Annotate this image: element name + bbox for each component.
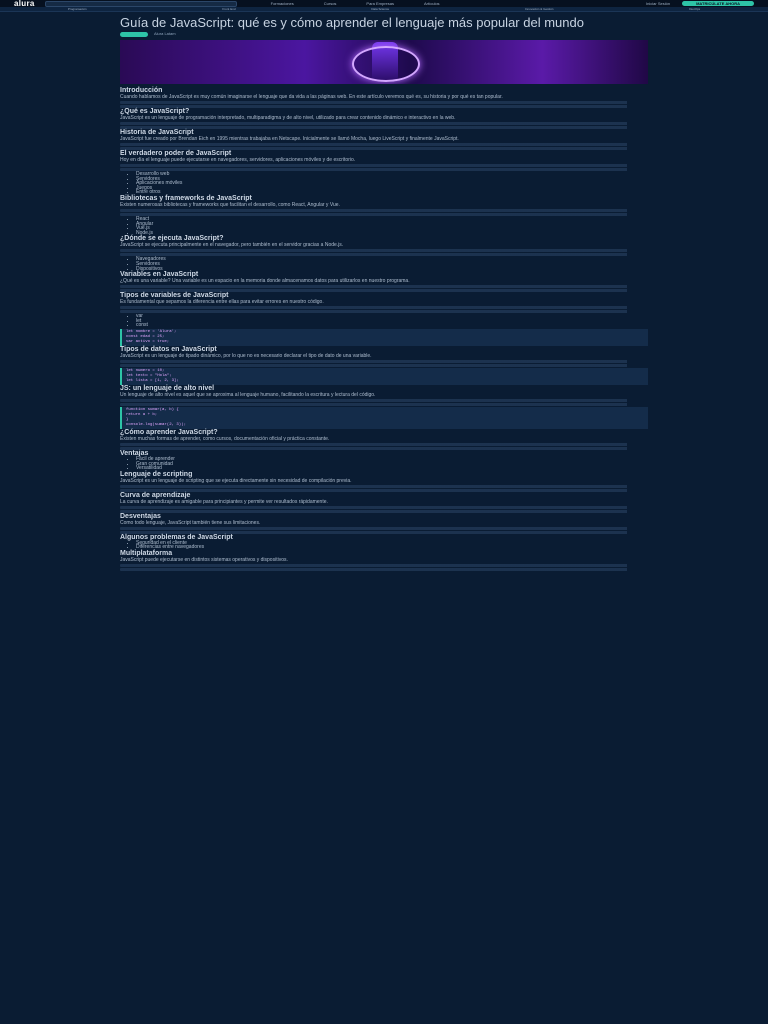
section-heading: Bibliotecas y frameworks de JavaScript: [120, 194, 252, 202]
code-block: [120, 329, 648, 346]
paragraph: Existen numerosas bibliotecas y frameworks que facilitan el desarrollo, como React, Angular y Vue.: [120, 201, 340, 208]
paragraph: Cuando hablamos de JavaScript es muy común imaginarse el lenguaje que da vida a las páginas web. En este artículo veremos qué es, su historia y por qué es tan popular.: [120, 94, 503, 100]
text-line: [120, 564, 648, 567]
nav-links: [271, 1, 440, 7]
text-line: [120, 168, 648, 171]
paragraph: JavaScript puede ejecutarse en distintos sistemas operativos y dispositivos.: [120, 556, 288, 563]
list-item: • Servidores: [136, 177, 648, 182]
category-programacion[interactable]: Programación: [67, 7, 87, 11]
text-line: [120, 209, 648, 212]
code-block: [120, 368, 648, 385]
list-item: • Gran comunidad: [136, 462, 648, 467]
category-devops[interactable]: DevOps: [689, 7, 701, 11]
article: [120, 12, 648, 571]
text-line: [120, 403, 648, 406]
list-item: • React: [136, 217, 648, 222]
text-line: [120, 164, 648, 167]
login-link[interactable]: Iniciar Sesión: [646, 0, 671, 6]
list-item: • Angular: [136, 222, 648, 227]
section-heading: Curva de aprendizaje: [120, 491, 191, 499]
section-heading: Variables en JavaScript: [120, 271, 199, 279]
paragraph: Existen muchas formas de aprender, como cursos, documentación oficial y práctica constante.: [120, 435, 330, 442]
paragraph: Hoy en día el lenguaje puede ejecutarse en navegadores, servidores, aplicaciones móviles y de escritorio.: [120, 157, 356, 163]
code-line: return a + b;: [126, 412, 158, 417]
bullet-list: [120, 172, 648, 195]
list-item: • Juegos: [136, 186, 648, 191]
category-innovacion[interactable]: Innovación & Gestión: [524, 7, 554, 11]
text-line: [120, 289, 648, 292]
code-line: const edad = 25;: [126, 334, 165, 339]
list-item: • Fácil de aprender: [136, 457, 648, 462]
code-line: console.log(sumar(2, 3));: [126, 422, 187, 427]
text-line: [120, 531, 648, 534]
section-heading: JS: un lenguaje de alto nivel: [120, 384, 215, 392]
list-item: • Servidores: [136, 262, 648, 267]
hero-ring: [352, 46, 420, 82]
section-heading: El verdadero poder de JavaScript: [120, 150, 232, 157]
section-heading: Tipos de datos en JavaScript: [120, 345, 217, 353]
paragraph: ¿Qué es una variable? Una variable es un espacio en la memoria donde almacenamos datos para utilizarlos en nuestro programa.: [120, 278, 410, 285]
nav-link-articulos[interactable]: Artículos: [424, 0, 440, 6]
article-title: Guía de JavaScript: qué es y cómo aprender el lenguaje más popular del mundo: [120, 15, 584, 30]
code-line: let texto = "Hola";: [126, 373, 172, 378]
text-line: [120, 506, 648, 509]
list-item: • Desarrollo web: [136, 172, 648, 177]
text-line: [120, 364, 648, 367]
bullet-list: [120, 541, 648, 550]
list-item: • Diferencias entre navegadores: [136, 545, 648, 550]
section-heading: ¿Dónde se ejecuta JavaScript?: [120, 235, 224, 243]
section-heading: ¿Qué es JavaScript?: [120, 108, 190, 115]
text-line: [120, 101, 648, 104]
section-heading: ¿Cómo aprender JavaScript?: [120, 428, 218, 436]
paragraph: JavaScript es un lenguaje de programación interpretado, multiparadigma y de alto nivel, utilizado para crear contenido dinámico e interactivo en la web.: [120, 115, 456, 121]
text-line: [120, 447, 648, 450]
code-line: function sumar(a, b) {: [126, 407, 179, 412]
paragraph: JavaScript es un lenguaje de tipado dinámico, por lo que no es necesario declarar el tipo de dato de una variable.: [120, 352, 372, 359]
enroll-button[interactable]: MATRICÚLATE AHORA: [682, 1, 754, 6]
paragraph: Es fundamental que sepamos la diferencia entre ellas para evitar errores en nuestro código.: [120, 299, 324, 306]
text-line: [120, 147, 648, 150]
section-heading: Tipos de variables de JavaScript: [120, 292, 229, 300]
section-heading: Desventajas: [120, 512, 161, 520]
text-line: [120, 399, 648, 402]
code-line: let lista = [1, 2, 3];: [126, 378, 179, 383]
text-line: [120, 122, 648, 125]
text-line: [120, 249, 648, 252]
section-heading: Ventajas: [120, 449, 149, 457]
author-name[interactable]: Alura Latam: [154, 31, 176, 36]
code-line: var activo = true;: [126, 339, 170, 344]
paragraph: Un lenguaje de alto nivel es aquel que se aproxima al lenguaje humano, facilitando la escritura y lectura del código.: [120, 391, 376, 398]
list-item: • Navegadores: [136, 257, 648, 262]
text-line: [120, 443, 648, 446]
text-line: [120, 485, 648, 488]
list-item: • Seguridad en el cliente: [136, 541, 648, 546]
paragraph: JavaScript fue creado por Brendan Eich en 1995 mientras trabajaba en Netscape. Inicialmente se llamó Mocha, luego LiveScript y finalmente JavaScript.: [120, 136, 459, 142]
paragraph: Como todo lenguaje, JavaScript también tiene sus limitaciones.: [120, 519, 261, 526]
article-content: [120, 84, 648, 571]
hero-image: [120, 40, 648, 84]
text-line: [120, 285, 648, 288]
category-navigation: [0, 7, 768, 12]
code-line: let numero = 10;: [126, 368, 165, 373]
list-item: • const: [136, 323, 648, 328]
text-line: [120, 489, 648, 492]
text-line: [120, 360, 648, 363]
list-item: • Aplicaciones móviles: [136, 181, 648, 186]
list-item: • Entre otros: [136, 190, 648, 195]
author-avatar: [120, 32, 148, 37]
category-front-end[interactable]: Front End: [222, 7, 236, 11]
list-item: • Versatilidad: [136, 466, 648, 471]
list-item: • Node.js: [136, 231, 648, 236]
bullet-list: [120, 314, 648, 328]
bullet-list: [120, 457, 648, 471]
text-line: [120, 126, 648, 129]
code-line: let nombre = 'Alura';: [126, 329, 177, 334]
section-heading: Introducción: [120, 87, 163, 94]
list-item: • Vue.js: [136, 226, 648, 231]
nav-link-empresas[interactable]: Para Empresas: [366, 0, 394, 6]
section-heading: Algunos problemas de JavaScript: [120, 533, 233, 541]
paragraph: JavaScript es un lenguaje de scripting que se ejecuta directamente sin necesidad de compilación previa.: [120, 477, 352, 484]
text-line: [120, 143, 648, 146]
text-line: [120, 105, 648, 108]
text-line: [120, 510, 648, 513]
list-item: • let: [136, 319, 648, 324]
code-line: }: [126, 417, 129, 422]
paragraph: La curva de aprendizaje es amigable para principiantes y permite ver resultados rápidamente.: [120, 498, 328, 505]
section-heading: Historia de JavaScript: [120, 129, 194, 136]
bullet-list: [120, 257, 648, 271]
nav-link-formaciones[interactable]: Formaciones: [270, 0, 294, 6]
section-heading: Multiplataforma: [120, 549, 173, 557]
text-line: [120, 568, 648, 571]
text-line: [120, 213, 648, 216]
list-item: • var: [136, 314, 648, 319]
text-line: [120, 527, 648, 530]
category-data-science[interactable]: Data Science: [371, 7, 390, 11]
text-line: [120, 310, 648, 313]
nav-link-cursos[interactable]: Cursos: [323, 0, 337, 6]
paragraph: JavaScript se ejecuta principalmente en el navegador, pero también en el servidor gracias a Node.js.: [120, 242, 344, 249]
list-item: • Dispositivos: [136, 267, 648, 272]
bullet-list: [120, 217, 648, 235]
code-block: [120, 407, 648, 429]
alura-logo[interactable]: alura: [14, 0, 35, 8]
text-line: [120, 253, 648, 256]
section-heading: Lenguaje de scripting: [120, 470, 193, 478]
byline: [120, 31, 648, 37]
text-line: [120, 306, 648, 309]
